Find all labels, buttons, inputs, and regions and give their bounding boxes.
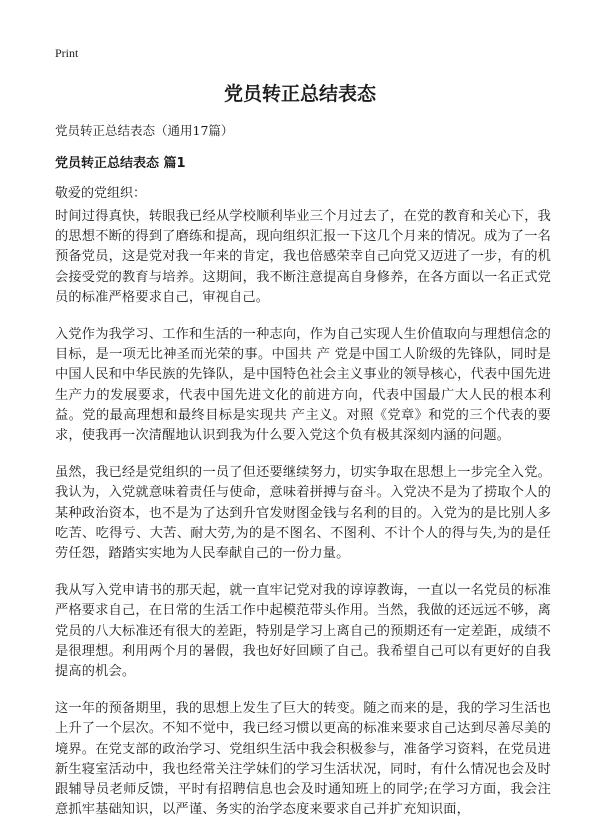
print-link[interactable]: Print [55,46,79,60]
paragraph: 虽然，我已经是党组织的一员了但还要继续努力，切实争取在思想上一步完全入党。我认为，入党就意味着责任与使命，意味着拼搏与奋斗。入党决不是为了捞取个人的某种政治资本，也不是为了达到升官发财图金钱与名利的目的。入党为的是比别人多吃苦、吃得亏、大苦、耐大劳,为的是不图名、不图利、不计个人的得与失,为的是任劳任怨，踏踏实实地为人民奉献自己的一份力量。 [55,465,551,562]
paragraph: 我从写入党申请书的那天起，就一直牢记党对我的谆谆教诲，一直以一名党员的标准严格要求自己，在日常的生活工作中起模范带头作用。当然，我做的还远远不够，离党员的八大标准还有很大的差距，特别是学习上离自己的预期还有一定差距，成绩不是很理想。利用两个月的暑假，我也好好回顾了自己。我希望自己可以有更好的自我提高的机会。 [55,583,551,680]
paragraph: 时间过得真快，转眼我已经从学校顺利毕业三个月过去了，在党的教育和关心下，我的思想不断的得到了磨练和提高，现向组织汇报一下这几个月来的情况。成为了一名预备党员，这是党对我一年来的肯定，我也倍感荣幸自己向党又迈进了一步，有的机会接受党的教育与培养。这期间，我不断注意提高自身修养，在各方面以一名正式党员的标准严格要求自己，审视自己。 [55,209,551,305]
salutation: 敬爱的党组织： [55,186,147,201]
body-text [55,207,551,837]
paragraph: 这一年的预备期里，我的思想上发生了巨大的转变。随之而来的是，我的学习生活也上升了一个层次。不知不觉中，我已经习惯以更高的标准来要求自己达到尽善尽美的境界。在党支部的政治学习、党组织生活中我会积极参与，准备学习资料，在党员进新生寝室活动中，我也经常关注学妹们的学习生活状况，同时，有什么情况也会及时跟辅导员老师反馈，平时有招聘信息也会及时通知班上的同学;在学习方面，我会注意抓牢基础知识，以严谨、务实的治学态度来要求自己并扩充知识面， [55,701,551,818]
page-title: 党员转正总结表态 [223,83,376,105]
document-subtitle: 党员转正总结表态（通用17篇） [55,123,234,138]
section-heading: 党员转正总结表态 篇1 [55,156,186,171]
paragraph: 入党作为我学习、工作和生活的一种志向，作为自己实现人生价值取向与理想信念的目标，是一项无比神圣而光荣的事。中国共 产 党是中国工人阶级的先锋队，同时是中国人民和中华民族的先锋队，是中国特色社会主义事业的领导核心，代表中国先进生产力的发展要求，代表中国先进文化的前进方向，代表中国最广大人民的根本利益。党的最高理想和最终目标是实现共 产主义。对照《党章》和党的三个代表的要求，使我再一次清醒地认识到我为什么要入党这个负有极其深刻内涵的问题。 [55,327,551,444]
